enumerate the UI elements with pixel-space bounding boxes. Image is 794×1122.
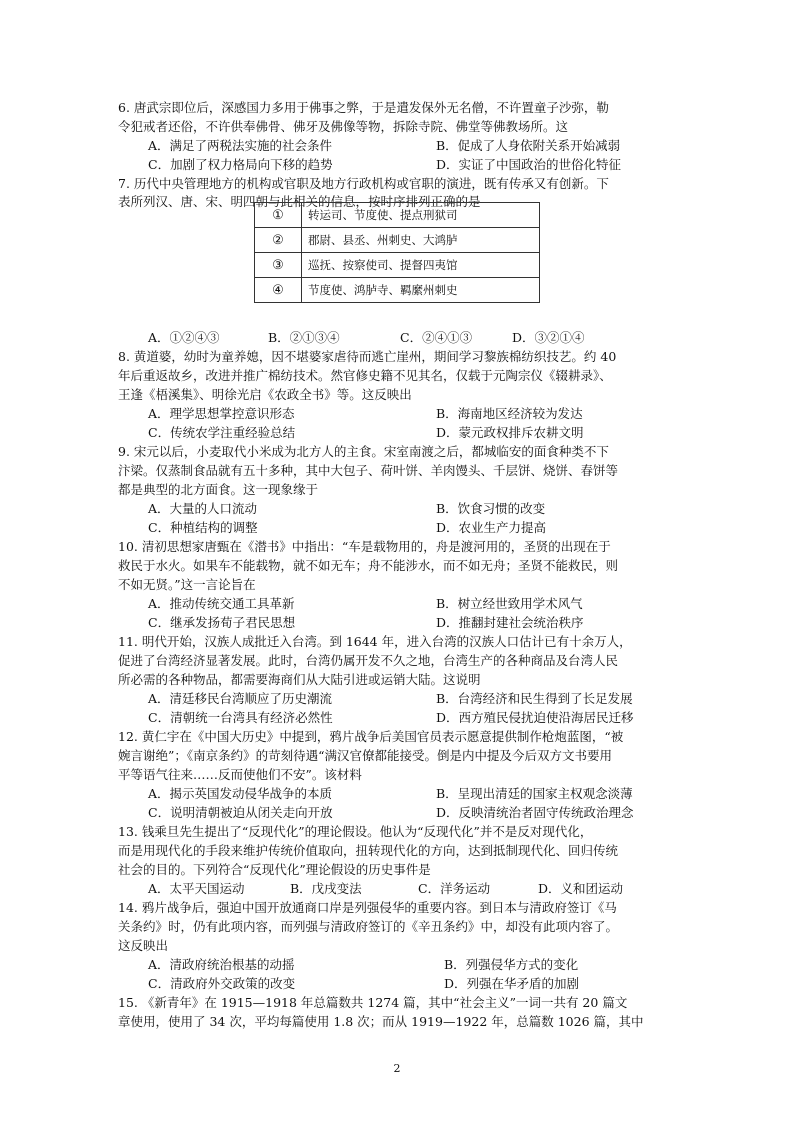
q9-stem-line2: 汴梁。仅蒸制食品就有五十多种，其中大包子、荷叶饼、羊肉馒头、千层饼、烧饼、春饼等 [118, 463, 619, 478]
q12-stem-line1: 12. 黄仁宇在《中国大历史》中提到，鸦片战争后美国官员表示愿意提供制作枪炮蓝图，“被 [118, 729, 624, 744]
q12-option-b: B．呈现出清廷的国家主权观念淡薄 [436, 786, 633, 801]
q7-row-number: ④ [255, 278, 302, 303]
q12-stem-line3: 平等语气往来……反而使他们不安”。该材料 [118, 767, 362, 782]
q10-stem-line2: 救民于水火。如果车不能载物，就不如无车；舟不能涉水，而不如无舟；圣贤不能救民，则 [118, 558, 619, 573]
q11-stem-line1: 11. 明代开始，汉族人成批迁入台湾。到 1644 年，进入台湾的汉族人口估计已有十余万人， [118, 634, 632, 649]
q13-option-b: B．戊戌变法 [290, 881, 362, 896]
q13-option-a: A．太平天国运动 [148, 881, 245, 896]
q14-stem-line1: 14. 鸦片战争后，强迫中国开放通商口岸是列强侵华的重要内容。到日本与清政府签订《马 [118, 900, 617, 915]
q6-option-d: D．实证了中国政治的世俗化特征 [436, 157, 622, 172]
q8-option-d: D．蒙元政权排斥农耕文明 [436, 425, 584, 440]
q13-option-c: C．洋务运动 [418, 881, 491, 896]
q7-option-c: C．②④①③ [400, 330, 473, 345]
q7-table-row [255, 203, 540, 228]
q6-stem-line1: 6. 唐武宗即位后，深感国力多用于佛事之弊，于是遣发保外无名僧，不许置童子沙弥，勒 [118, 100, 609, 115]
q11-option-d: D．西方殖民侵扰迫使沿海居民迁移 [436, 710, 634, 725]
q11-option-b: B．台湾经济和民生得到了长足发展 [436, 691, 633, 706]
q11-stem-line3: 所必需的各种物品，都需要海商们从大陆引进或运销大陆。这说明 [118, 672, 481, 687]
q15-stem-line2: 章使用，使用了 34 次，平均每篇使用 1.8 次；而从 1919—1922 年，总篇数 1026 篇，其中 [118, 1014, 644, 1029]
q12-option-a: A．揭示英国发动侵华战争的本质 [148, 786, 333, 801]
q9-option-c: C．种植结构的调整 [148, 520, 258, 535]
q11-option-c: C．清朝统一台湾具有经济必然性 [148, 710, 333, 725]
q8-option-c: C．传统农学注重经验总结 [148, 425, 296, 440]
q13-stem-line3: 社会的目的。下列符合“反现代化”理论假设的历史事件是 [118, 862, 431, 877]
q7-row-number: ① [255, 203, 302, 228]
q14-stem-line3: 这反映出 [118, 938, 169, 953]
q9-stem-line1: 9. 宋元以后，小麦取代小米成为北方人的主食。宋室南渡之后，都城临安的面食种类不下 [118, 444, 609, 459]
q8-stem-line2: 年后重返故乡，改进并推广棉纺技术。然官修史籍不见其名，仅载于元陶宗仪《辍耕录》、 [118, 368, 612, 383]
q14-option-c: C．清政府外交政策的改变 [148, 976, 296, 991]
q7-row-text: 郡尉、县丞、州刺史、大鸿胪 [302, 228, 540, 253]
q13-option-d: D．义和团运动 [538, 881, 624, 896]
q7-row-number: ② [255, 228, 302, 253]
q11-stem-line2: 促进了台湾经济显著发展。此时，台湾仍属开发不久之地，台湾生产的各种商品及台湾人民 [118, 653, 619, 668]
q10-option-d: D．推翻封建社会统治秩序 [436, 615, 584, 630]
q9-stem-line3: 都是典型的北方面食。这一现象缘于 [118, 482, 319, 497]
q13-stem-line2: 而是用现代化的手段来维护传统价值取向，扭转现代化的方向，达到抵制现代化、回归传统 [118, 843, 619, 858]
q6-stem-line2: 令犯戒者还俗，不许供奉佛骨、佛牙及佛像等物，拆除寺院、佛堂等佛教场所。这 [118, 119, 569, 134]
q14-option-b: B．列强侵华方式的变化 [444, 957, 579, 972]
q12-stem-line2: 婉言谢绝”；《南京条约》的苛刻待遇“满汉官僚都能接受。倒是内中提及今后双方文书要用 [118, 748, 613, 763]
q7-table-row [255, 228, 540, 253]
q7-option-a: A．①②④③ [148, 330, 220, 345]
q15-stem-line1: 15. 《新青年》在 1915—1918 年总篇数共 1274 篇，其中“社会主义”一词一共有 20 篇文 [118, 995, 628, 1010]
q7-table-row [255, 253, 540, 278]
q10-option-c: C．继承发扬荀子君民思想 [148, 615, 296, 630]
q6-option-c: C．加剧了权力格局向下移的趋势 [148, 157, 333, 172]
q10-stem-line3: 不如无贤。”这一言论旨在 [118, 577, 256, 592]
q7-table-row [255, 278, 540, 303]
q12-option-d: D．反映清统治者固守传统政治理念 [436, 805, 634, 820]
q9-option-d: D．农业生产力提高 [436, 520, 547, 535]
q6-option-a: A．满足了两税法实施的社会条件 [148, 138, 333, 153]
q8-option-b: B．海南地区经济较为发达 [436, 406, 583, 421]
q7-row-text: 节度使、鸿胪寺、羁縻州刺史 [302, 278, 540, 303]
q7-option-b: B．②①③④ [268, 330, 340, 345]
q8-option-a: A．理学思想掌控意识形态 [148, 406, 295, 421]
q10-option-a: A．推动传统交通工具革新 [148, 596, 295, 611]
q7-table [254, 202, 540, 303]
q8-stem-line3: 王逢《梧溪集》、明徐光启《农政全书》等。这反映出 [118, 387, 412, 402]
q7-row-text: 巡抚、按察使司、提督四夷馆 [302, 253, 540, 278]
page-number: 2 [393, 1062, 401, 1075]
q13-stem-line1: 13. 钱乘旦先生提出了“反现代化”的理论假设。他认为“反现代化”并不是反对现代化， [118, 824, 593, 839]
q7-stem-line2: 表所列汉、唐、宋、明四朝与此相关的信息，按时序排列正确的是 [118, 194, 481, 209]
q14-option-d: D．列强在华矛盾的加剧 [444, 976, 580, 991]
q7-row-number: ③ [255, 253, 302, 278]
q12-option-c: C．说明清朝被迫从闭关走向开放 [148, 805, 333, 820]
q6-option-b: B．促成了人身依附关系开始减弱 [436, 138, 621, 153]
q7-stem-line1: 7. 历代中央管理地方的机构或官职及地方行政机构或官职的演进，既有传承又有创新。下 [118, 176, 609, 191]
q7-option-d: D．③②①④ [512, 330, 585, 345]
q10-stem-line1: 10. 清初思想家唐甄在《潜书》中指出：“车是载物用的，舟是渡河用的，圣贤的出现在于 [118, 539, 611, 554]
q7-row-text: 转运司、节度使、提点刑狱司 [302, 203, 540, 228]
q10-option-b: B．树立经世致用学术风气 [436, 596, 583, 611]
q14-stem-line2: 关条约》时，仍有此项内容，而列强与清政府签订的《辛丑条约》中，却没有此项内容了。 [118, 919, 619, 934]
q9-option-a: A．大量的人口流动 [148, 501, 258, 516]
q8-stem-line1: 8. 黄道婆，幼时为童养媳，因不堪婆家虐待而逃亡崖州，期间学习黎族棉纺织技艺。约 40 [118, 349, 617, 364]
q14-option-a: A．清政府统治根基的动摇 [148, 957, 295, 972]
q9-option-b: B．饮食习惯的改变 [436, 501, 546, 516]
q11-option-a: A．清廷移民台湾顺应了历史潮流 [148, 691, 333, 706]
